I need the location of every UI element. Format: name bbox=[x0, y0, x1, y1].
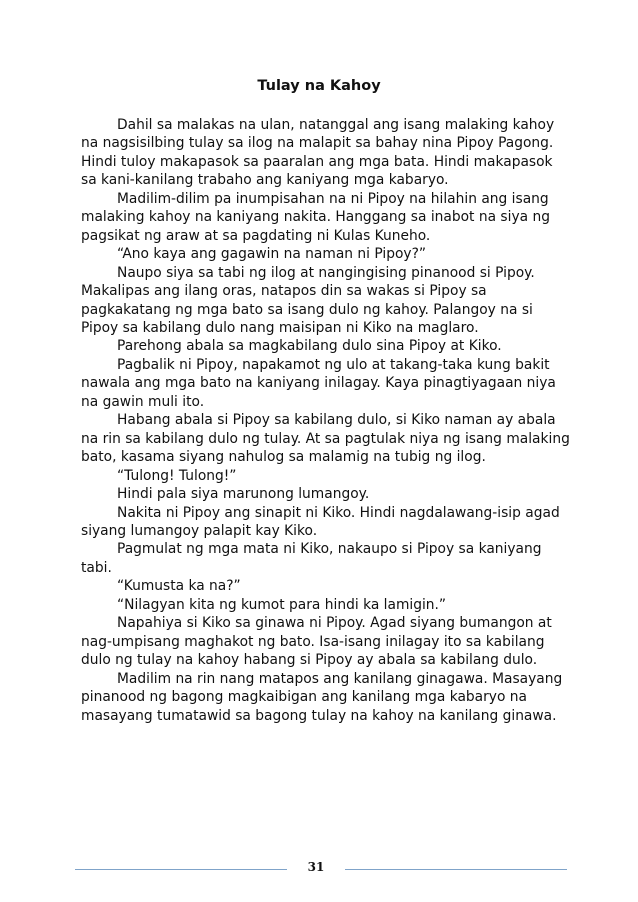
paragraph: Pagbalik ni Pipoy, napakamot ng ulo at takang-taka kung bakit nawala ang mga bato na kaniyang inilagay. Kaya pinagtiyagaan niya na gawin muli ito. bbox=[81, 356, 556, 410]
paragraph: Madilim-dilim pa inumpisahan na ni Pipoy na hilahin ang isang malaking kahoy na kaniyang nakita. Hanggang sa inabot na siya ng pagsikat ng araw at sa pagdating ni Kulas Kuneho. bbox=[81, 190, 550, 244]
paragraph: Nakita ni Pipoy ang sinapit ni Kiko. Hindi nagdalawang-isip agad siyang lumangoy palapit kay Kiko. bbox=[81, 504, 560, 539]
paragraph: Napahiya si Kiko sa ginawa ni Pipoy. Agad siyang bumangon at nag-umpisang maghakot ng bato. Isa-isang inilagay ito sa kabilang dulo ng tulay na kahoy habang si Pipoy ay abala sa kabilang dulo. bbox=[81, 615, 552, 669]
footer-rule-right bbox=[345, 869, 567, 870]
paragraph: Parehong abala sa magkabilang dulo sina Pipoy at Kiko. bbox=[117, 338, 502, 355]
story-body bbox=[81, 116, 571, 725]
paragraph: “Nilagyan kita ng kumot para hindi ka lamigin.” bbox=[117, 596, 447, 613]
paragraph: “Ano kaya ang gagawin na naman ni Pipoy?” bbox=[117, 246, 427, 263]
paragraph: Habang abala si Pipoy sa kabilang dulo, si Kiko naman ay abala na rin sa kabilang dulo ng tulay. At sa pagtulak niya ng isang malaking bato, kasama siyang nahulog sa malamig na tubig ng ilog. bbox=[81, 412, 570, 466]
paragraph: Dahil sa malakas na ulan, natanggal ang isang malaking kahoy na nagsisilbing tulay sa ilog na malapit sa bahay nina Pipoy Pagong. Hindi tuloy makapasok sa paaralan ang mga bata. Hindi makapasok sa kani-kanilang trabaho ang kaniyang mga kabaryo. bbox=[81, 117, 555, 189]
paragraph: Hindi pala siya marunong lumangoy. bbox=[117, 486, 370, 503]
story-title: Tulay na Kahoy bbox=[257, 78, 381, 94]
footer-rule-left bbox=[75, 869, 287, 870]
paragraph: “Tulong! Tulong!” bbox=[117, 467, 237, 484]
paragraph: Naupo siya sa tabi ng ilog at nangingising pinanood si Pipoy. Makalipas ang ilang oras, natapos din sa wakas si Pipoy sa pagkakatang ng mga bato sa isang dulo ng kahoy. Palangoy na si Pipoy sa kabilang dulo nang maisipan ni Kiko na maglaro. bbox=[81, 264, 535, 336]
paragraph: “Kumusta ka na?” bbox=[117, 578, 241, 595]
paragraph: Pagmulat ng mga mata ni Kiko, nakaupo si Pipoy sa kaniyang tabi. bbox=[81, 541, 542, 576]
page-number: 31 bbox=[307, 860, 325, 874]
paragraph: Madilim na rin nang matapos ang kanilang ginagawa. Masayang pinanood ng bagong magkaibigan ang kanilang mga kabaryo na masayang tumatawid sa bagong tulay na kahoy na kanilang ginawa. bbox=[81, 670, 563, 724]
